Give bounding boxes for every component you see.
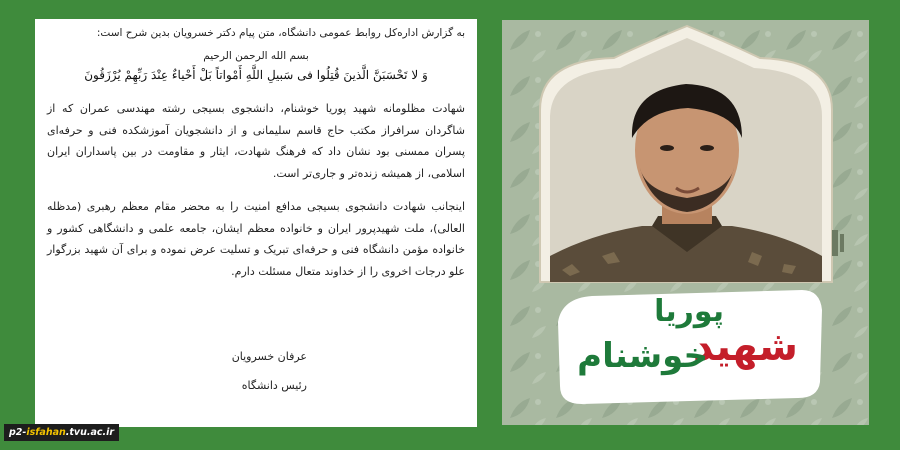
watermark-suffix: .tvu.ac.ir xyxy=(65,427,115,438)
martyr-name-title xyxy=(566,292,816,400)
letter-paragraph-2: اینجانب شهادت دانشجوی بسیجی مدافع امنیت را به محضر مقام معظم رهبری (مدظله العالی)، ملت شهیدپرور ایران و خانواده معظم ایشان، جامعه علمی و دانشگاهی کشور و خانواده مؤمن دانشگاه فنی و حرفه‌ای تبریک و تسلیت عرض نموده و برای آن شهید بزرگوار علو درجات اخروی را از خداوند متعال مسئلت دارم. xyxy=(47,200,465,278)
signature-name: عرفان خسرویان xyxy=(231,350,307,363)
letter-basmala: بسم الله الرحمن الرحیم xyxy=(203,50,309,62)
letter-paragraph-1: شهادت مظلومانه شهید پوریا خوشنام، دانشجوی بسیجی رشته مهندسی عمران که از شاگردان سرافراز مکتب حاج قاسم سلیمانی و از دانشجویان آموزشکده فنی و حرفه‌ای پسران ممسنی بود نشان داد که فرهنگ شهادت، ایثار و مقاومت در بین پاسداران ایران اسلامی، از همیشه زنده‌تر و جاری‌تر است. xyxy=(47,102,465,180)
title-word-pourya: پوریا xyxy=(654,294,724,329)
site-watermark xyxy=(4,424,119,441)
watermark-prefix: p2- xyxy=(9,427,27,438)
watermark-domain: isfahan xyxy=(26,427,66,438)
quran-verse: وَ لا تَحْسَبَنَّ الَّذینَ قُتِلُوا فی سَبیلِ اللَّهِ أَمْواتاً بَلْ أَحْیاءٌ عِنْدَ رَبِّهِمْ یُرْزَقُونَ xyxy=(84,68,428,82)
title-word-khoshnam: خوشنام xyxy=(577,336,708,376)
signature-title: رئیس دانشگاه xyxy=(241,379,307,392)
martyr-poster xyxy=(502,20,869,425)
title-word-martyr: شهید xyxy=(692,324,798,370)
letter-intro: به گزارش اداره‌کل روابط عمومی دانشگاه، متن پیام دکتر خسرویان بدین شرح است: xyxy=(96,27,465,39)
message-letter xyxy=(35,19,477,427)
